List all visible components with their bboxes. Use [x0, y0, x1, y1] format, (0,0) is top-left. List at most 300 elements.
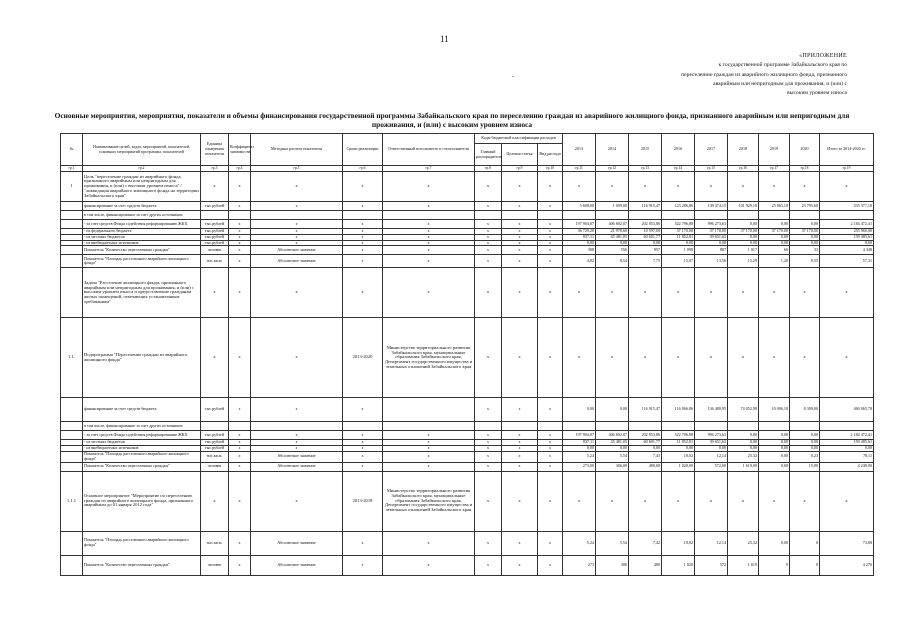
cell-year-value: 0,00 — [759, 446, 790, 452]
cell-term: х — [343, 431, 383, 440]
header-year: 2017 — [695, 134, 728, 166]
column-number: гр.1 — [61, 166, 83, 172]
cell-year-value: 572,00 — [695, 462, 728, 471]
cell-coef: х — [229, 318, 251, 398]
cell-no — [61, 202, 83, 211]
column-number: гр.14 — [662, 166, 695, 172]
cell-name: Задача "Расселение жилищного фонда, признанного аварийным или непригодным для проживания, и (или) с высоким уровнем износа и предоставление гражданам жилых помещений, отвечающих установленным требованиям" — [83, 268, 201, 318]
cell-unit: тыс.кв.м. — [201, 531, 229, 555]
cell-year-value: 0,00 — [790, 240, 820, 246]
cell-year-value: 37 170,00 — [695, 229, 728, 235]
cell-year-value — [596, 422, 629, 431]
table-row — [61, 172, 874, 202]
cell-t: х — [502, 555, 538, 575]
cell-coef: х — [229, 531, 251, 555]
cell-t: х — [502, 398, 538, 422]
header-year: 2015 — [629, 134, 662, 166]
cell-coef — [229, 422, 251, 431]
cell-t: х — [502, 220, 538, 229]
cell-year-value: 0,00 — [596, 240, 629, 246]
cell-coef — [229, 211, 251, 220]
cell-year-value: 406 692,07 — [596, 431, 629, 440]
cell-no — [61, 422, 83, 431]
cell-g: х — [475, 268, 502, 318]
cell-year-value: 1 619 — [728, 555, 759, 575]
cell-name: Показатель "Количество переселенных граждан" — [83, 462, 201, 471]
cell-method: х — [251, 202, 343, 211]
cell-year-value: х — [790, 172, 820, 202]
cell-year-value: х — [563, 318, 596, 398]
cell-method: х — [251, 471, 343, 531]
cell-year-value: 5,24 — [563, 531, 596, 555]
cell-year-value: 11 852,81 — [662, 440, 695, 446]
cell-year-value: 572 — [695, 555, 728, 575]
cell-year-value: х — [596, 172, 629, 202]
cell-t: х — [502, 462, 538, 471]
cell-v: х — [538, 451, 563, 462]
cell-year-value: х — [728, 471, 759, 531]
column-number: гр.17 — [759, 166, 790, 172]
header-total: Итого за 2014-2020 гг. — [820, 134, 874, 166]
column-number: гр.4 — [229, 166, 251, 172]
cell-year-value: 0,00 — [759, 220, 790, 229]
cell-year-value: 0,00 — [563, 240, 596, 246]
cell-year-value: 0,00 — [790, 446, 820, 452]
cell-year-value: 1 020 — [662, 555, 695, 575]
cell-year-value — [662, 422, 695, 431]
header-grbs: Главный распорядитель — [475, 144, 502, 166]
cell-year-value — [695, 211, 728, 220]
cell-year-value: х — [790, 268, 820, 318]
cell-unit: х — [201, 471, 229, 531]
header-executor: Ответственный исполнитель и соисполнители — [383, 134, 475, 166]
column-number: гр.15 — [695, 166, 728, 172]
cell-g: х — [475, 240, 502, 246]
cell-term: х — [343, 255, 383, 268]
cell-year-value: х — [662, 471, 695, 531]
appendix-line: к государственной программе Забайкальского края по — [718, 62, 847, 69]
cell-method: Абсолютное значение — [251, 462, 343, 471]
cell-year-value: х — [790, 471, 820, 531]
cell-total: 0,00 — [820, 446, 874, 452]
cell-v: х — [538, 440, 563, 446]
cell-exec: х — [383, 202, 475, 211]
table-header — [61, 134, 874, 166]
cell-t: х — [502, 172, 538, 202]
cell-g: х — [475, 462, 502, 471]
cell-year-value: 0,00 — [629, 240, 662, 246]
cell-method: х — [251, 234, 343, 240]
cell-name: Показатель "Площадь расселенного аварийного жилищного фонда" — [83, 531, 201, 555]
cell-year-value: 25,32 — [728, 531, 759, 555]
cell-year-value: х — [662, 268, 695, 318]
cell-year-value: х — [728, 318, 759, 398]
cell-method — [251, 422, 343, 431]
cell-year-value: х — [695, 471, 728, 531]
appendix-line: аварийным или непригодным для проживания, и (или) с — [713, 80, 847, 87]
cell-method: х — [251, 440, 343, 446]
cell-exec: х — [383, 451, 475, 462]
cell-g: х — [475, 172, 502, 202]
column-number: гр.19 — [820, 166, 874, 172]
cell-year-value: 522 796,88 — [662, 431, 695, 440]
cell-no: 1 — [61, 172, 83, 202]
cell-year-value: х — [728, 172, 759, 202]
cell-term: х — [343, 398, 383, 422]
cell-year-value: х — [759, 318, 790, 398]
cell-year-value: 116 915,47 — [629, 202, 662, 211]
cell-year-value: 37 170,00 — [759, 229, 790, 235]
cell-term: х — [343, 202, 383, 211]
cell-name: - из местных бюджетов — [83, 234, 201, 240]
cell-exec: х — [383, 268, 475, 318]
cell-year-value: 996 273,63 — [695, 431, 728, 440]
cell-exec — [383, 398, 475, 422]
cell-year-value: 0,00 — [695, 446, 728, 452]
cell-total: 57,31 — [820, 255, 874, 268]
cell-v: х — [538, 255, 563, 268]
cell-no — [61, 268, 83, 318]
cell-year-value: 15,00 — [790, 462, 820, 471]
cell-name: Основное мероприятие "Мероприятие по переселению граждан из аварийного жилищного фонда, признанного аварийным до 01 января 2012 года" — [83, 471, 201, 531]
cell-year-value: 837,11 — [563, 234, 596, 240]
cell-coef: х — [229, 229, 251, 235]
cell-year-value: 480 — [629, 555, 662, 575]
cell-t: х — [502, 531, 538, 555]
header-target: Целевая статья — [502, 144, 538, 166]
cell-year-value: 37 170,00 — [728, 229, 759, 235]
table-row — [61, 531, 874, 555]
cell-year-value: х — [629, 471, 662, 531]
cell-year-value: 837,11 — [563, 440, 596, 446]
cell-unit: человек — [201, 246, 229, 255]
cell-v: х — [538, 431, 563, 440]
cell-g: х — [475, 255, 502, 268]
cell-t: х — [502, 229, 538, 235]
cell-total: х — [820, 318, 874, 398]
table-row — [61, 318, 874, 398]
cell-year-value: 0,00 — [728, 446, 759, 452]
cell-exec: х — [383, 229, 475, 235]
cell-term: х — [343, 229, 383, 235]
cell-exec — [383, 211, 475, 220]
cell-no — [61, 255, 83, 268]
cell-year-value: 887 — [695, 246, 728, 255]
cell-v: х — [538, 172, 563, 202]
cell-year-value: 0,00 — [759, 462, 790, 471]
cell-year-value — [563, 211, 596, 220]
cell-year-value: 60 601,77 — [629, 234, 662, 240]
cell-year-value: 996 273,63 — [695, 220, 728, 229]
cell-coef: х — [229, 246, 251, 255]
column-number: гр.8 — [475, 166, 502, 172]
cell-total: 535 377,18 — [820, 202, 874, 211]
cell-total: 4 249,00 — [820, 462, 874, 471]
cell-no: 1.1. — [61, 318, 83, 398]
cell-year-value: 39 651,63 — [695, 440, 728, 446]
table-row — [61, 211, 874, 220]
cell-coef: х — [229, 471, 251, 531]
cell-year-value: 308 — [563, 246, 596, 255]
cell-year-value: 0,00 — [695, 240, 728, 246]
cell-year-value: х — [790, 318, 820, 398]
table-row — [61, 471, 874, 531]
cell-method: х — [251, 398, 343, 422]
appendix-heading: «ПРИЛОЖЕНИЕ — [799, 53, 847, 59]
cell-g: х — [475, 440, 502, 446]
cell-unit: тыс.кв.м. — [201, 451, 229, 462]
cell-t: х — [502, 471, 538, 531]
cell-coef: х — [229, 172, 251, 202]
cell-year-value: 136 480,95 — [695, 398, 728, 422]
cell-exec: х — [383, 246, 475, 255]
cell-year-value — [728, 211, 759, 220]
cell-name: - из местных бюджетов — [83, 440, 201, 446]
cell-v: х — [538, 202, 563, 211]
cell-year-value: 556 — [596, 246, 629, 255]
cell-t: х — [502, 268, 538, 318]
cell-exec: х — [383, 440, 475, 446]
cell-name: Показатель "Количество переселенных граждан" — [83, 555, 201, 575]
appendix-line: высоким уровнем износа — [787, 90, 847, 97]
header-vr: Вид расхода — [538, 144, 563, 166]
cell-year-value: 1 619,00 — [728, 462, 759, 471]
cell-year-value: 0,00 — [759, 440, 790, 446]
table-row — [61, 462, 874, 471]
cell-v: х — [538, 462, 563, 471]
cell-unit: х — [201, 318, 229, 398]
header-name: Наименование целей, задач, мероприятий, показателей, основных мероприятий программы, показателей — [83, 134, 201, 166]
cell-t — [502, 211, 538, 220]
cell-year-value: 33 — [790, 246, 820, 255]
dash-mark: - — [512, 72, 515, 80]
cell-year-value — [629, 422, 662, 431]
cell-year-value: х — [563, 172, 596, 202]
cell-year-value: 306,00 — [596, 462, 629, 471]
cell-year-value: 522 796,88 — [662, 220, 695, 229]
cell-g — [475, 211, 502, 220]
cell-method: х — [251, 172, 343, 202]
cell-year-value: х — [695, 172, 728, 202]
cell-year-value: 15,07 — [662, 255, 695, 268]
cell-exec: х — [383, 234, 475, 240]
cell-year-value: х — [662, 172, 695, 202]
cell-year-value: 36 729,20 — [563, 229, 596, 235]
cell-total: 4 270 — [820, 555, 874, 575]
cell-year-value: 0,00 — [790, 220, 820, 229]
cell-g: х — [475, 451, 502, 462]
cell-year-value: 0,00 — [629, 446, 662, 452]
cell-year-value: 10 006,18 — [759, 398, 790, 422]
cell-year-value: 0,00 — [759, 451, 790, 462]
cell-v: х — [538, 246, 563, 255]
cell-v — [538, 422, 563, 431]
column-number: гр.16 — [728, 166, 759, 172]
cell-g: х — [475, 471, 502, 531]
cell-unit: тыс.рублей — [201, 240, 229, 246]
table-row — [61, 255, 874, 268]
cell-year-value: 139 374,15 — [695, 202, 728, 211]
cell-term: х — [343, 451, 383, 462]
cell-g: х — [475, 220, 502, 229]
cell-coef: х — [229, 440, 251, 446]
cell-total: 2 184 472,41 — [820, 220, 874, 229]
cell-g: х — [475, 555, 502, 575]
cell-unit: тыс.рублей — [201, 398, 229, 422]
cell-coef: х — [229, 220, 251, 229]
appendix-line: переселению граждан из аварийного жилищного фонда, признанного — [681, 71, 847, 78]
cell-exec — [383, 422, 475, 431]
header-year: 2014 — [596, 134, 629, 166]
cell-year-value: 0 — [790, 555, 820, 575]
cell-year-value: х — [759, 172, 790, 202]
column-number: гр.2 — [83, 166, 201, 172]
cell-term: х — [343, 531, 383, 555]
cell-year-value: х — [695, 268, 728, 318]
cell-year-value: х — [629, 318, 662, 398]
cell-total: 159 485,61 — [820, 440, 874, 446]
cell-v: х — [538, 234, 563, 240]
cell-v — [538, 211, 563, 220]
cell-year-value: 37 170,00 — [790, 229, 820, 235]
cell-method: х — [251, 446, 343, 452]
cell-year-value: 1 009,00 — [596, 202, 629, 211]
cell-unit: тыс.рублей — [201, 446, 229, 452]
cell-year-value: х — [759, 471, 790, 531]
header-unit: Единица измерения показателя — [201, 134, 229, 166]
cell-year-value: 45 481,05 — [596, 234, 629, 240]
cell-year-value: 1 017 — [728, 246, 759, 255]
cell-year-value: 37 170,00 — [662, 229, 695, 235]
cell-total: 0,00 — [820, 240, 874, 246]
cell-v: х — [538, 318, 563, 398]
column-number: гр.10 — [538, 166, 563, 172]
cell-total: х — [820, 268, 874, 318]
cell-exec: х — [383, 531, 475, 555]
column-number: гр.5 — [251, 166, 343, 172]
column-number: гр.6 — [343, 166, 383, 172]
cell-year-value: 0 — [759, 555, 790, 575]
cell-exec: Министерство территориального развития Забайкальского края, муниципальные образования Забайкальского края, Департамент государственного имущества и земельных отношений Забайкальского края — [383, 471, 475, 531]
cell-year-value: 7,75 — [629, 255, 662, 268]
cell-year-value: 60 — [759, 246, 790, 255]
cell-year-value: х — [728, 268, 759, 318]
cell-year-value: 0,00 — [728, 431, 759, 440]
cell-year-value: 12,14 — [695, 531, 728, 555]
cell-no — [61, 211, 83, 220]
cell-year-value: 1 020,00 — [662, 462, 695, 471]
cell-g: х — [475, 531, 502, 555]
cell-year-value: х — [596, 318, 629, 398]
cell-term: х — [343, 440, 383, 446]
cell-unit: тыс.рублей — [201, 202, 229, 211]
cell-method: х — [251, 220, 343, 229]
cell-no — [61, 462, 83, 471]
cell-exec: Министерство территориального развития Забайкальского края, муниципальные образования Забайкальского края, Департамент государственного имущества и земельных отношений Забайкальского края — [383, 318, 475, 398]
cell-v: х — [538, 446, 563, 452]
cell-method: Абсолютное значение — [251, 555, 343, 575]
cell-year-value: 0,55 — [790, 255, 820, 268]
cell-year-value: 5 608,00 — [563, 202, 596, 211]
cell-g: х — [475, 234, 502, 240]
table-body — [61, 166, 874, 576]
cell-year-value: 0 — [790, 531, 820, 555]
cell-t: х — [502, 246, 538, 255]
cell-year-value: 0,00 — [563, 398, 596, 422]
cell-v: х — [538, 471, 563, 531]
cell-term: 2013-2018 — [343, 471, 383, 531]
header-year: 2013 — [563, 134, 596, 166]
cell-unit: человек — [201, 462, 229, 471]
cell-year-value — [790, 211, 820, 220]
cell-name: в том числе, финансирование за счет других источников: — [83, 211, 201, 220]
cell-t — [502, 422, 538, 431]
cell-method: Абсолютное значение — [251, 451, 343, 462]
cell-year-value: 1,20 — [759, 255, 790, 268]
cell-year-value: 5,24 — [563, 451, 596, 462]
cell-t: х — [502, 240, 538, 246]
column-number: гр.9 — [502, 166, 538, 172]
cell-year-value — [596, 211, 629, 220]
header-no: № — [61, 134, 83, 166]
cell-year-value: 0,00 — [728, 234, 759, 240]
cell-exec: х — [383, 462, 475, 471]
cell-year-value: 0,00 — [790, 431, 820, 440]
cell-year-value — [759, 422, 790, 431]
cell-t: х — [502, 431, 538, 440]
cell-v: х — [538, 268, 563, 318]
cell-year-value: 116 915,47 — [629, 398, 662, 422]
cell-unit — [201, 422, 229, 431]
cell-year-value: 15,29 — [728, 255, 759, 268]
cell-g — [475, 422, 502, 431]
cell-year-value — [662, 211, 695, 220]
cell-coef: х — [229, 202, 251, 211]
cell-t: х — [502, 440, 538, 446]
cell-term: х — [343, 462, 383, 471]
cell-exec: х — [383, 172, 475, 202]
cell-year-value: 116 066,86 — [662, 398, 695, 422]
cell-year-value: 13,56 — [695, 255, 728, 268]
cell-year-value: 202 853,86 — [629, 431, 662, 440]
cell-year-value — [629, 211, 662, 220]
cell-name: - из внебюджетных источников — [83, 240, 201, 246]
cell-unit: х — [201, 268, 229, 318]
table-row — [61, 268, 874, 318]
cell-name: - из федерального бюджета — [83, 229, 201, 235]
cell-year-value: 480,00 — [629, 462, 662, 471]
cell-g: х — [475, 202, 502, 211]
cell-v: х — [538, 229, 563, 235]
cell-coef: х — [229, 451, 251, 462]
cell-name: Показатель "Количество переселенных граждан" — [83, 246, 201, 255]
cell-no — [61, 531, 83, 555]
cell-total: 255 960,00 — [820, 229, 874, 235]
cell-year-value: 4,82 — [563, 255, 596, 268]
cell-g: х — [475, 229, 502, 235]
cell-year-value: 202 853,86 — [629, 220, 662, 229]
cell-exec: х — [383, 220, 475, 229]
cell-coef: х — [229, 255, 251, 268]
cell-g: х — [475, 246, 502, 255]
cell-t: х — [502, 451, 538, 462]
cell-year-value: 0,00 — [790, 440, 820, 446]
table-row — [61, 451, 874, 462]
cell-no — [61, 431, 83, 440]
cell-name: - за счет средств Фонда содействия реформированию ЖКХ — [83, 431, 201, 440]
cell-year-value: 25 065,18 — [759, 202, 790, 211]
cell-unit — [201, 211, 229, 220]
